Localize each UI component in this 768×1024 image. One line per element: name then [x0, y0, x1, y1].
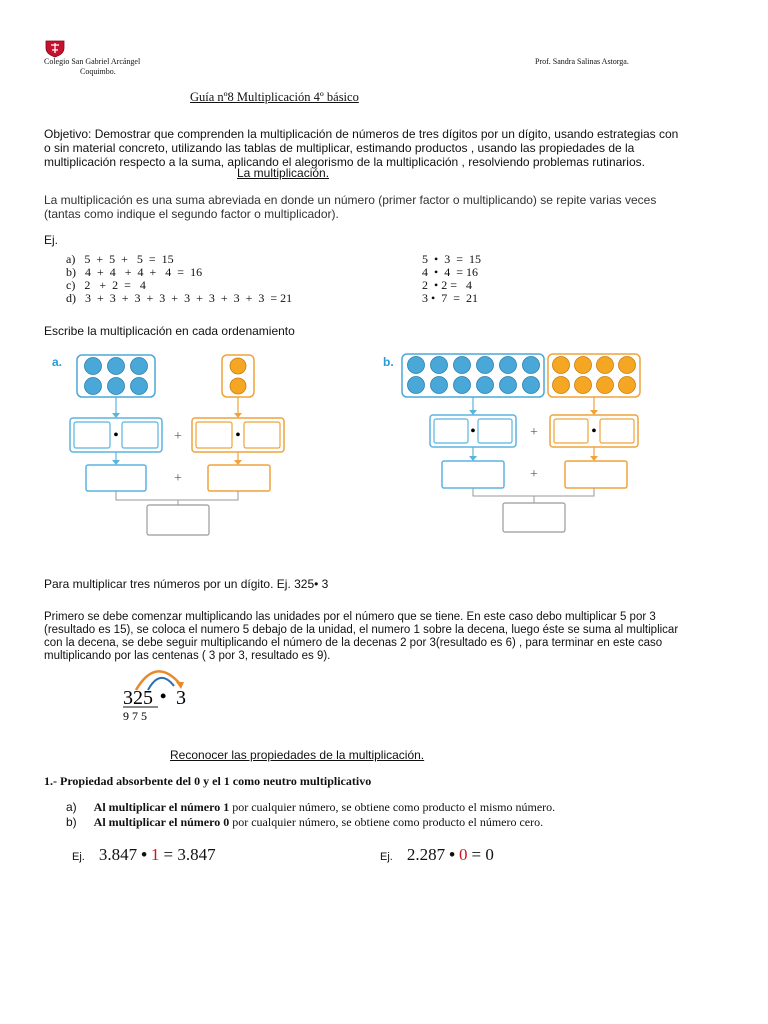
- three-digit-explanation: Primero se debe comenzar multiplicando las unidades por el número que se tiene. En este caso debo multiplicar 5 por 3 (resultado es 15), se coloca el numero 5 debajo de la unidad, el numero 1 sobre la decena, luego éste se suma al multiplicar con la decena, se debe seguir multiplicando el número de la decenas 2 por 3(resultado es 6) , para terminar en este caso multiplicando por las centenas ( 3 por 3, resultado es 9).: [44, 611, 679, 662]
- orange-counter: [553, 357, 570, 374]
- product-example: 3 • 7 = 21: [422, 291, 478, 305]
- diagram-a: [52, 355, 284, 535]
- algorithm-multiplier: 3: [176, 687, 186, 709]
- example-result: = 3.847: [163, 845, 216, 864]
- blue-counter: [131, 358, 148, 375]
- diagram-b-plus-top: +: [530, 425, 538, 440]
- blue-counter: [408, 377, 425, 394]
- diagram-b-label: b.: [383, 355, 394, 369]
- orange-counter: [230, 378, 246, 394]
- example-dot: •: [449, 845, 456, 864]
- diagram-b-orange-factor-1[interactable]: [554, 419, 588, 443]
- property-item-bold: Al multiplicar el número 1: [93, 800, 230, 814]
- orange-counter: [575, 357, 592, 374]
- example-left: 3.847: [98, 845, 138, 864]
- example-dot: •: [141, 845, 148, 864]
- diagram-a-label: a.: [52, 355, 63, 369]
- teacher-name: Prof. Sandra Salinas Astorga.: [535, 57, 629, 66]
- example-ej-label: Ej.: [72, 851, 85, 863]
- school-name: Colegio San Gabriel Arcángel: [44, 57, 141, 66]
- orange-counter: [230, 358, 246, 374]
- blue-counter: [431, 357, 448, 374]
- diagram-a-plus-bottom: +: [174, 471, 182, 486]
- orange-counter: [553, 377, 570, 394]
- diagram-a-orange-factor-1[interactable]: [196, 422, 232, 448]
- diagram-a-total[interactable]: [147, 505, 209, 535]
- property-item: [66, 800, 555, 814]
- example-ej-label: Ej.: [380, 851, 393, 863]
- blue-counter: [108, 358, 125, 375]
- diagram-b-blue-factor-1[interactable]: [434, 419, 468, 443]
- blue-counter: [85, 378, 102, 395]
- blue-counter: [108, 378, 125, 395]
- property-item-marker: b): [66, 815, 77, 829]
- three-digit-intro: Para multiplicar tres números por un dígito. Ej. 325• 3: [44, 577, 329, 591]
- blue-counter: [431, 377, 448, 394]
- diagram-b-total[interactable]: [503, 503, 565, 532]
- sum-example: c) 2 + 2 = 4: [66, 278, 146, 292]
- diagram-a-blue-factor-2[interactable]: [122, 422, 158, 448]
- diagram-b-blue-factor-2[interactable]: [478, 419, 512, 443]
- property1-heading: 1.- Propiedad absorbente del 0 y el 1 como neutro multiplicativo: [44, 774, 372, 788]
- diagram-a-blue-factor-1[interactable]: [74, 422, 110, 448]
- section-title: La multiplicación.: [237, 166, 330, 180]
- sum-example: d) 3 + 3 + 3 + 3 + 3 + 3 + 3 + 3 = 21: [66, 291, 293, 305]
- algorithm-illustration: [108, 660, 208, 722]
- example-left: 2.287: [406, 845, 446, 864]
- property-item-bold: Al multiplicar el número 0: [93, 815, 230, 829]
- property-item-marker: a): [66, 800, 77, 814]
- diagram-b-dot-orange: •: [591, 424, 597, 439]
- diagram-b-dot: •: [470, 424, 476, 439]
- school-city: Coquimbo.: [80, 67, 116, 76]
- property-item: [66, 815, 543, 829]
- blue-counter: [85, 358, 102, 375]
- algorithm-result: 9 7 5: [123, 709, 147, 722]
- diagram-a-blue-result[interactable]: [86, 465, 146, 491]
- diagram-b-orange-result[interactable]: [565, 461, 627, 488]
- diagram-b-orange-factor-2[interactable]: [600, 419, 634, 443]
- diagram-b-plus-bottom: +: [530, 467, 538, 482]
- blue-counter: [408, 357, 425, 374]
- diagram-a-orange-result[interactable]: [208, 465, 270, 491]
- blue-counter: [477, 357, 494, 374]
- example-factor: 1: [151, 845, 160, 864]
- properties-title: Reconocer las propiedades de la multiplicación.: [170, 748, 425, 762]
- algorithm-dot: •: [160, 686, 167, 706]
- diagram-b-blue-result[interactable]: [442, 461, 504, 488]
- objective-text: Objetivo: Demostrar que comprenden la multiplicación de números de tres dígitos por un dígito, usando estrategias con o sin material concreto, utilizando las tablas de multiplicar, estimando productos , usando las propiedades de la multiplicación respecto a la suma, aplicando el alegorismo de la multiplicación , resolviendo problemas rutinarios.: [44, 127, 679, 169]
- blue-counter: [477, 377, 494, 394]
- arrangement-prompt: Escribe la multiplicación en cada ordenamiento: [44, 324, 295, 338]
- diagram-a-plus-top: +: [174, 429, 182, 444]
- algorithm-multiplicand: 325: [123, 687, 153, 709]
- product-example: 2 • 2 = 4: [422, 278, 472, 292]
- blue-counter: [500, 377, 517, 394]
- blue-counter: [523, 377, 540, 394]
- definition-text: La multiplicación es una suma abreviada en donde un número (primer factor o multiplicando) se repite varias veces (tantas como indique el segundo factor o multiplicador).: [44, 193, 657, 221]
- blue-counter: [131, 378, 148, 395]
- example-result: = 0: [471, 845, 494, 864]
- diagram-a-dot-orange: •: [235, 428, 241, 443]
- product-example: 4 • 4 = 16: [422, 265, 478, 279]
- blue-counter: [454, 377, 471, 394]
- sum-example: a) 5 + 5 + 5 = 15: [66, 252, 174, 266]
- orange-counter: [597, 357, 614, 374]
- orange-counter: [619, 357, 636, 374]
- guide-title: Guía nº8 Multiplicación 4º básico: [190, 90, 359, 104]
- diagram-a-orange-factor-2[interactable]: [244, 422, 280, 448]
- blue-counter: [500, 357, 517, 374]
- diagram-a-dot: •: [113, 428, 119, 443]
- orange-counter: [575, 377, 592, 394]
- example-factor: 0: [459, 845, 468, 864]
- blue-counter: [454, 357, 471, 374]
- property-item-text: por cualquier número, se obtiene como producto el número cero.: [229, 815, 544, 829]
- orange-counter: [619, 377, 636, 394]
- property-item-text: por cualquier número, se obtiene como producto el mismo número.: [229, 800, 556, 814]
- diagram-b: [383, 354, 640, 532]
- blue-counter: [523, 357, 540, 374]
- property-example-1: [72, 845, 216, 865]
- sum-example: b) 4 + 4 + 4 + 4 = 16: [66, 265, 203, 279]
- ej-label: Ej.: [44, 233, 59, 247]
- product-example: 5 • 3 = 15: [422, 252, 481, 266]
- property-example-2: [380, 845, 494, 865]
- orange-counter: [597, 377, 614, 394]
